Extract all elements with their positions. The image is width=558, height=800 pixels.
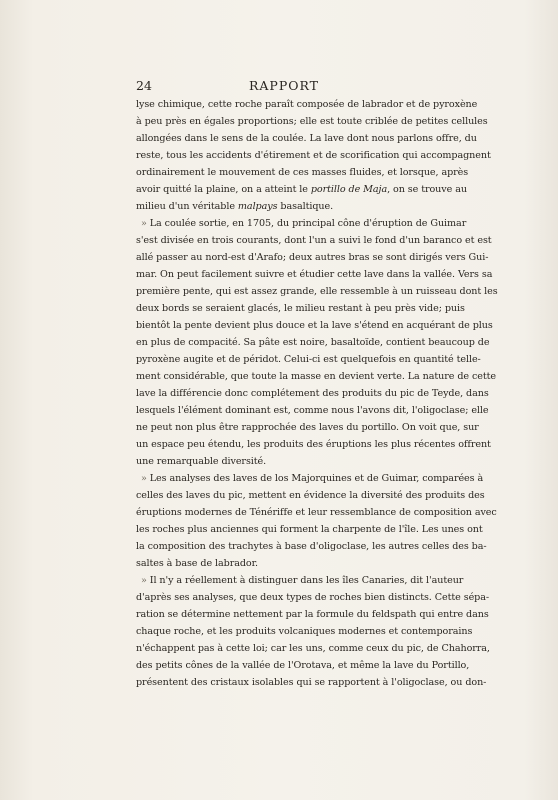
text-line — [136, 436, 491, 453]
text-run: saltes à base de labrador. — [136, 558, 259, 569]
text-run: un espace peu étendu, les produits des éruptions les plus récentes offrent — [136, 439, 491, 450]
text-run: ment considérable, que toute la masse en devient verte. La nature de cette — [136, 371, 497, 382]
text-run: reste, tous les accidents d'étirement et de scorification qui accompagnent — [136, 150, 491, 161]
text-run: , on se trouve au — [387, 184, 467, 195]
body-text — [136, 96, 498, 691]
paragraph-mark: » — [141, 473, 150, 484]
text-run: ordinairement le mouvement de ces masses fluides, et lorsque, après — [136, 167, 469, 178]
text-run: mar. On peut facilement suivre et étudier cette lave dans la vallée. Vers sa — [136, 269, 493, 280]
text-line — [136, 487, 485, 504]
text-run: basaltique. — [277, 201, 334, 212]
text-run: lyse chimique, cette roche paraît composée de labrador et de pyroxène — [136, 99, 478, 110]
text-line — [136, 521, 483, 538]
text-line — [136, 470, 484, 487]
page-number: 24 — [136, 78, 152, 93]
text-run: d'après ses analyses, que deux types de roches bien distincts. Cette sépa- — [136, 592, 490, 603]
text-run: avoir quitté la plaine, on a atteint le — [136, 184, 311, 195]
italic-term: portillo de Maja — [310, 184, 388, 195]
text-line — [136, 623, 473, 640]
text-line — [136, 351, 481, 368]
text-run: allé passer au nord-est d'Arafo; deux autres bras se sont dirigés vers Gui- — [136, 252, 489, 263]
text-line — [136, 96, 478, 113]
text-run: la composition des trachytes à base d'oligoclase, les autres celles des ba- — [136, 541, 487, 552]
text-run: pyroxène augite et de péridot. Celui-ci est quelquefois en quantité telle- — [136, 354, 481, 365]
running-head — [136, 78, 432, 94]
text-run: première pente, qui est assez grande, elle ressemble à un ruisseau dont les — [136, 286, 498, 297]
text-line — [136, 113, 488, 130]
text-run: n'échappent pas à cette loi; car les uns, comme ceux du pic, de Chahorra, — [136, 643, 490, 654]
text-line — [136, 164, 469, 181]
text-line — [136, 249, 489, 266]
text-run: Il n'y a réellement à distinguer dans les îles Canaries, dit l'auteur — [149, 575, 464, 586]
text-line — [136, 130, 477, 147]
text-run: ration se détermine nettement par la formule du feldspath qui entre dans — [136, 609, 489, 620]
text-run: bientôt la pente devient plus douce et la lave s'étend en acquérant de plus — [136, 320, 493, 331]
paragraph-mark: » — [141, 575, 150, 586]
text-line — [136, 504, 497, 521]
text-run: allongées dans le sens de la coulée. La lave dont nous parlons offre, du — [136, 133, 477, 144]
text-run: lave la différencie donc complétement des produits du pic de Teyde, dans — [136, 388, 489, 399]
text-run: celles des laves du pic, mettent en évidence la diversité des produits des — [136, 490, 485, 501]
text-line — [136, 385, 489, 402]
text-line — [136, 300, 465, 317]
text-run: Les analyses des laves de los Majorquines et de Guimar, comparées à — [149, 473, 484, 484]
text-line — [136, 147, 491, 164]
text-line — [136, 589, 490, 606]
text-run: deux bords se seraient glacés, le milieu restant à peu près vide; puis — [136, 303, 465, 314]
text-line — [136, 674, 487, 691]
text-line — [136, 215, 467, 232]
text-run: en plus de compacité. Sa pâte est noire, basaltoïde, contient beaucoup de — [136, 337, 490, 348]
text-run: lesquels l'élément dominant est, comme nous l'avons dit, l'oligoclase; elle — [136, 405, 489, 416]
text-line — [136, 266, 493, 283]
text-line — [136, 317, 493, 334]
paragraph-mark: » — [141, 218, 150, 229]
text-line — [136, 181, 467, 198]
text-line — [136, 368, 497, 385]
text-run: s'est divisée en trois courants, dont l'un a suivi le fond d'un baranco et est — [136, 235, 492, 246]
text-line — [136, 198, 432, 215]
text-line — [136, 572, 464, 589]
text-line — [136, 283, 498, 300]
text-line — [136, 402, 489, 419]
text-line — [136, 555, 432, 572]
text-run: chaque roche, et les produits volcaniques modernes et contemporains — [136, 626, 473, 637]
text-run: une remarquable diversité. — [136, 456, 267, 467]
text-run: des petits cônes de la vallée de l'Orotava, et même la lave du Portillo, — [136, 660, 470, 671]
text-line — [136, 334, 490, 351]
text-line — [136, 640, 490, 657]
text-line — [136, 606, 489, 623]
text-line — [136, 419, 479, 436]
text-run: à peu près en égales proportions; elle est toute criblée de petites cellules — [136, 116, 488, 127]
text-run: ne peut non plus être rapprochée des laves du portillo. On voit que, sur — [136, 422, 479, 433]
text-run: éruptions modernes de Ténériffe et leur ressemblance de composition avec — [136, 507, 497, 518]
text-run: La coulée sortie, en 1705, du principal cône d'éruption de Guimar — [149, 218, 467, 229]
italic-term: malpays — [237, 201, 278, 212]
text-line — [136, 232, 492, 249]
text-run: les roches plus anciennes qui forment la charpente de l'île. Les unes ont — [136, 524, 483, 535]
text-line — [136, 657, 470, 674]
text-run: présentent des cristaux isolables qui se rapportent à l'oligoclase, ou don- — [136, 677, 487, 688]
text-line — [136, 538, 487, 555]
text-run: milieu d'un véritable — [136, 201, 238, 212]
text-line — [136, 453, 432, 470]
running-title: RAPPORT — [248, 78, 320, 93]
